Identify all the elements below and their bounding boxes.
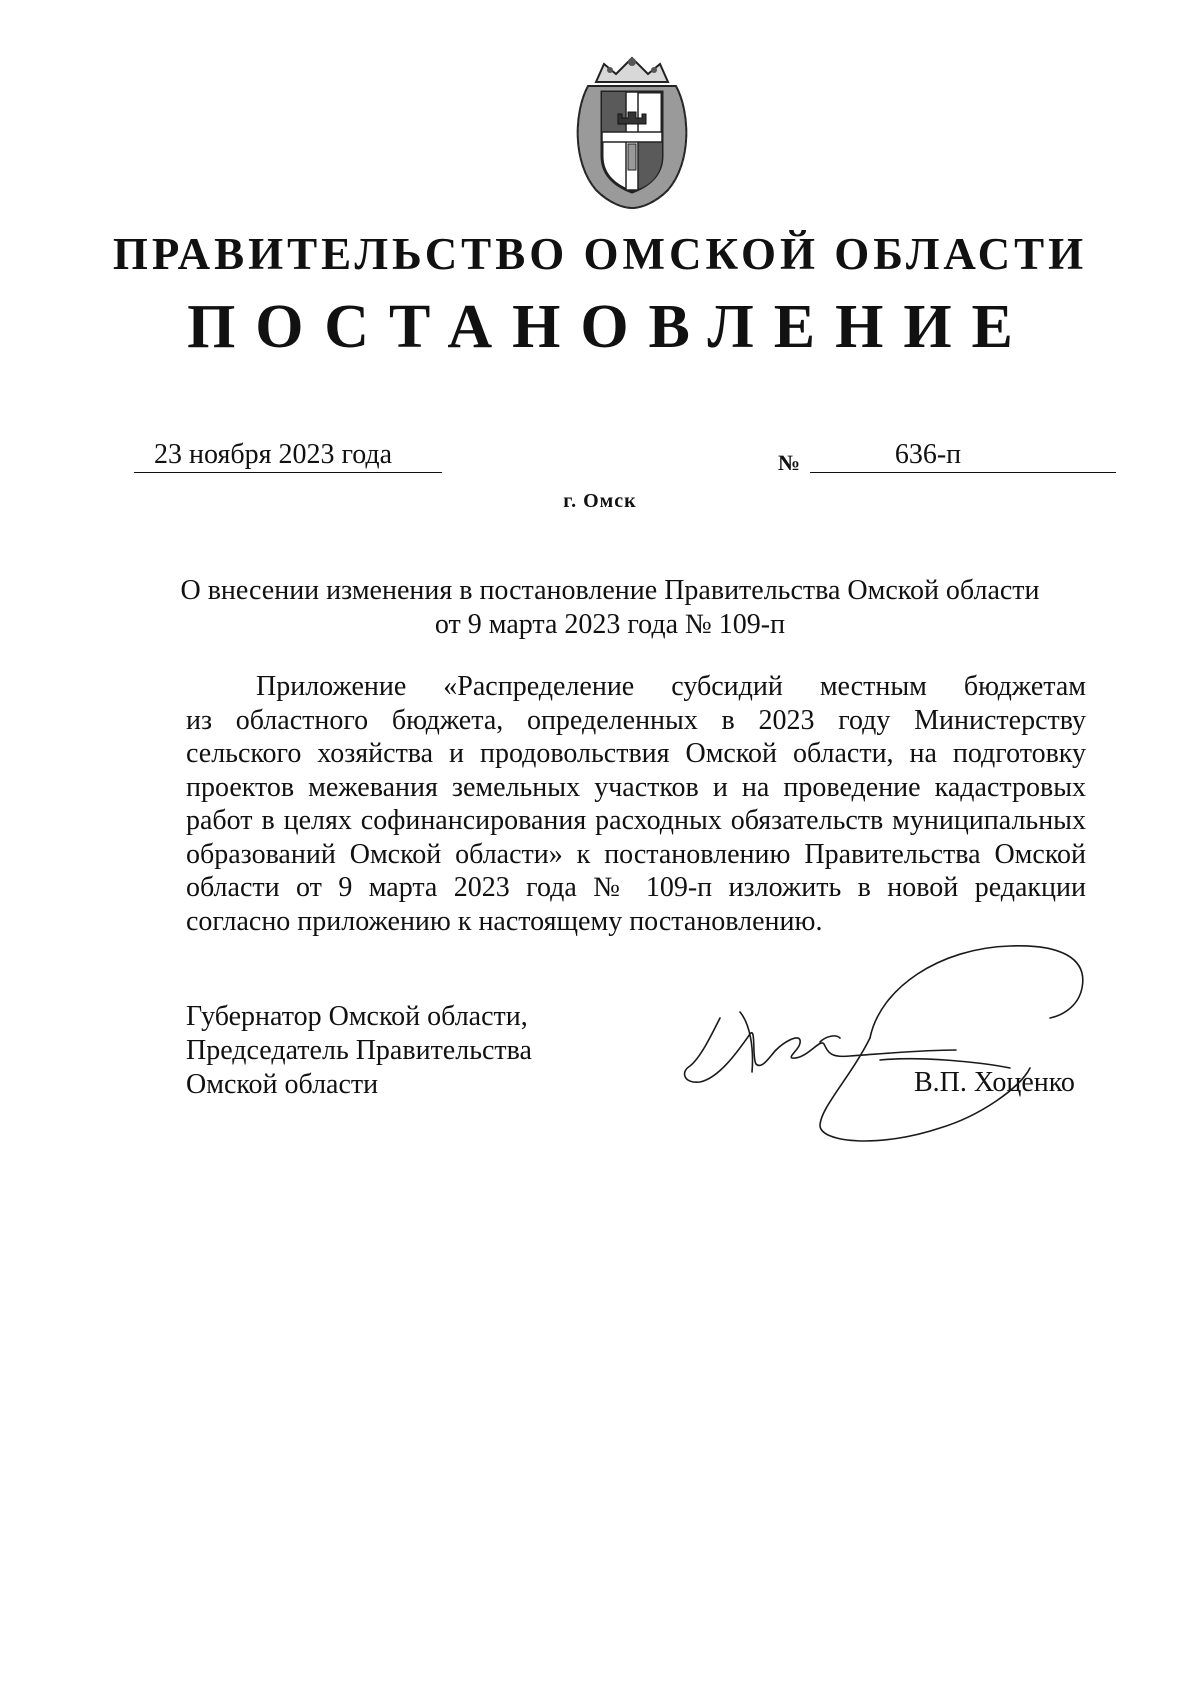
document-city: г. Омск [563, 490, 637, 512]
number-sign: № [778, 450, 801, 475]
subject-line: О внесении изменения в постановление Правительства Омской области [180, 575, 1040, 606]
body-line: сельского хозяйства и продовольствия Омской области, на подготовку [186, 738, 1086, 769]
body-line: из областного бюджета, определенных в 2023 году Министерству [186, 704, 1086, 736]
body-line: согласно приложению к настоящему постановлению. [186, 905, 823, 937]
position-line: Председатель Правительства [186, 1035, 532, 1066]
position-line: Омской области [186, 1069, 379, 1100]
signatory-name: В.П. Хоценко [914, 1067, 1075, 1098]
organization-title: ПРАВИТЕЛЬСТВО ОМСКОЙ ОБЛАСТИ [112, 229, 1088, 279]
document-subject [150, 574, 1070, 642]
signatory-position [186, 1000, 532, 1102]
document-type-title: ПОСТАНОВЛЕНИЕ [187, 293, 1033, 361]
body-line: работ в целях софинансирования расходных обязательств муниципальных [186, 805, 1086, 836]
coat-of-arms-icon [566, 52, 698, 210]
body-line: проектов межевания земельных участков и на проведение кадастровых [186, 771, 1086, 803]
document-body [186, 670, 1086, 938]
body-line: области от 9 марта 2023 года № 109-п изложить в новой редакции [186, 872, 1086, 903]
position-line: Губернатор Омской области, [186, 1001, 528, 1032]
handwritten-signature-icon [680, 938, 1090, 1148]
body-line: образований Омской области» к постановлению Правительства Омской [186, 838, 1086, 870]
document-number: 636-п [810, 438, 1116, 473]
body-line: Приложение «Распределение субсидий местным бюджетам [256, 671, 1086, 702]
document-date: 23 ноября 2023 года [134, 438, 442, 473]
subject-line: от 9 марта 2023 года № 109-п [434, 609, 786, 640]
